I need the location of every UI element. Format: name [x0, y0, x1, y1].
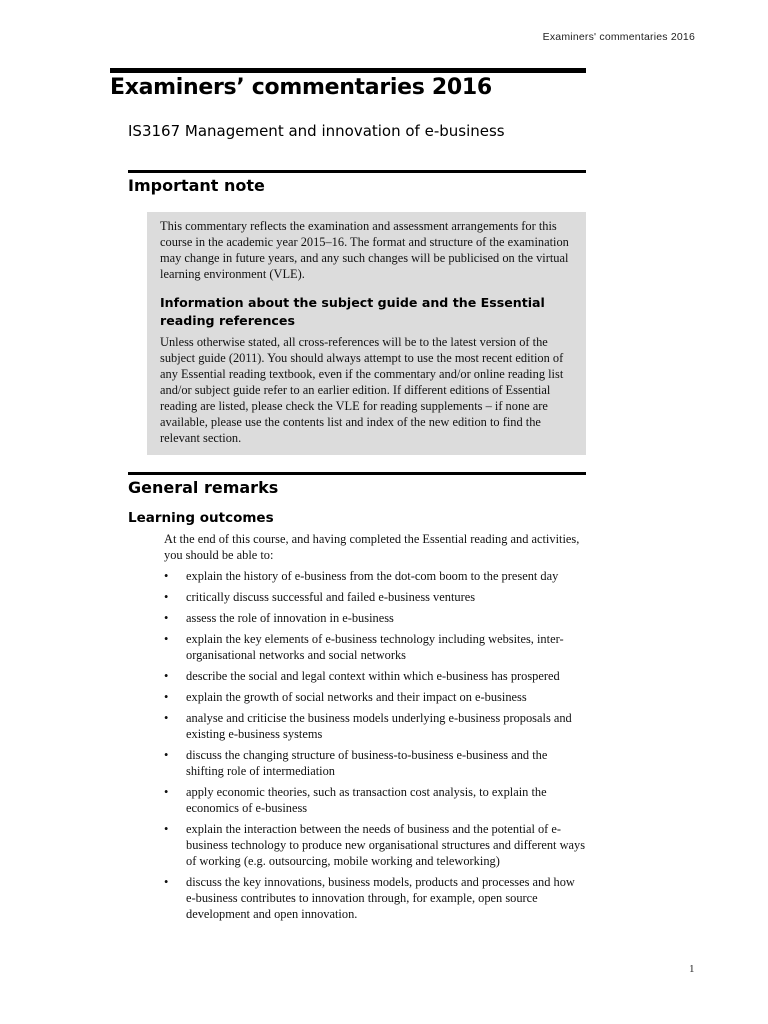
bullet-icon: •	[164, 632, 169, 646]
general-remarks-rule	[128, 472, 586, 475]
learning-outcomes-heading: Learning outcomes	[128, 510, 274, 526]
bullet-icon: •	[164, 875, 169, 889]
list-item	[164, 747, 586, 779]
important-note-rule	[128, 170, 586, 173]
list-item	[164, 689, 586, 705]
list-item	[164, 589, 586, 605]
list-item-text: apply economic theories, such as transaction cost analysis, to explain the economics of e-business	[186, 785, 547, 815]
list-item-text: explain the interaction between the needs of business and the potential of e-business technology to produce new organisational structures and different ways of working (e.g. outsourcing, mobile working and teleworking)	[186, 822, 586, 868]
bullet-icon: •	[164, 822, 169, 836]
list-item-text: discuss the key innovations, business models, products and processes and how e-business contributes to innovation through, for example, open source development and open innovation.	[186, 875, 575, 921]
list-item-text: explain the growth of social networks and their impact on e-business	[186, 690, 527, 704]
list-item-text: describe the social and legal context within which e-business has prospered	[186, 669, 560, 683]
subject-guide-subheading: Information about the subject guide and the Essential reading references	[160, 295, 545, 328]
important-note-paragraph: This commentary reflects the examination and assessment arrangements for this course in the academic year 2015–16. The format and structure of the examination may change in future years, and any such changes will be publicised on the virtual learning environment (VLE).	[160, 219, 569, 281]
subject-guide-paragraph: Unless otherwise stated, all cross-references will be to the latest version of the subject guide (2011). You should always attempt to use the most recent edition of any Essential reading textbook, even if the commentary and/or online reading list and/or subject guide refer to an earlier edition. If different editions of Essential reading are listed, please check the VLE for reading supplements – if none are available, please use the contents list and index of the new edition to find the relevant section.	[160, 335, 564, 445]
page-number: 1	[689, 963, 695, 975]
list-item-text: critically discuss successful and failed e-business ventures	[186, 590, 476, 604]
learning-outcomes-list	[164, 568, 586, 927]
course-title: IS3167 Management and innovation of e-business	[128, 122, 505, 140]
list-item-text: explain the key elements of e-business technology including websites, inter-organisational networks and social networks	[186, 632, 564, 662]
list-item-text: discuss the changing structure of business-to-business e-business and the shifting role of intermediation	[186, 748, 548, 778]
bullet-icon: •	[164, 590, 169, 604]
list-item-text: assess the role of innovation in e-business	[186, 611, 394, 625]
learning-outcomes-intro: At the end of this course, and having completed the Essential reading and activities, you should be able to:	[164, 532, 580, 562]
list-item	[164, 610, 586, 626]
list-item	[164, 568, 586, 584]
list-item	[164, 710, 586, 742]
list-item-text: analyse and criticise the business models underlying e-business proposals and existing e-business systems	[186, 711, 572, 741]
bullet-icon: •	[164, 569, 169, 583]
running-header: Examiners' commentaries 2016	[542, 31, 695, 43]
important-note-heading: Important note	[128, 176, 265, 195]
bullet-icon: •	[164, 690, 169, 704]
list-item	[164, 784, 586, 816]
bullet-icon: •	[164, 785, 169, 799]
list-item	[164, 821, 586, 869]
list-item	[164, 631, 586, 663]
document-title: Examiners’ commentaries 2016	[110, 75, 492, 100]
list-item-text: explain the history of e-business from the dot-com boom to the present day	[186, 569, 559, 583]
title-rule	[110, 68, 586, 73]
list-item	[164, 874, 586, 922]
bullet-icon: •	[164, 611, 169, 625]
bullet-icon: •	[164, 748, 169, 762]
bullet-icon: •	[164, 669, 169, 683]
important-note-box	[147, 212, 586, 455]
bullet-icon: •	[164, 711, 169, 725]
list-item	[164, 668, 586, 684]
general-remarks-heading: General remarks	[128, 478, 279, 497]
